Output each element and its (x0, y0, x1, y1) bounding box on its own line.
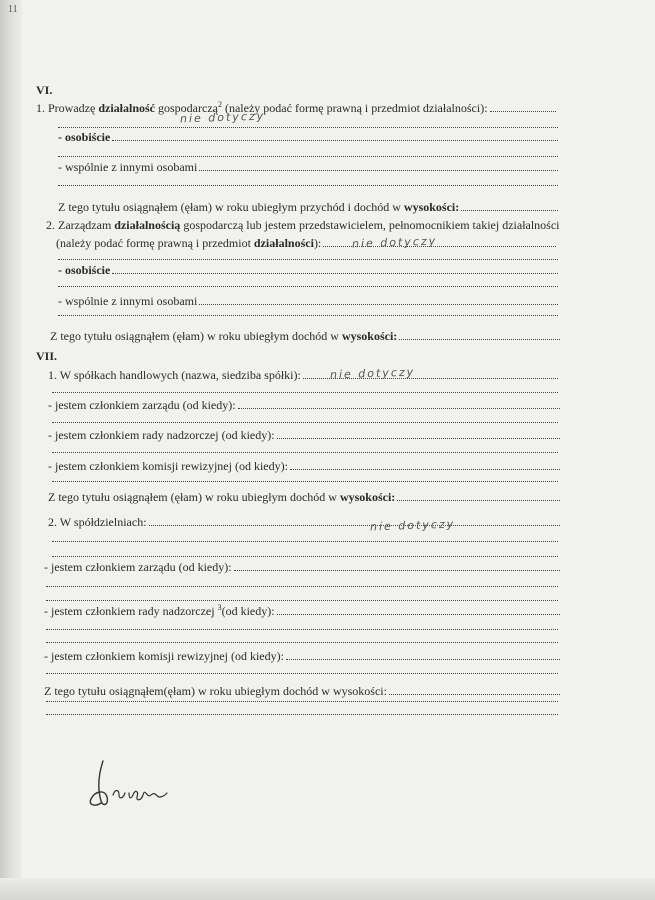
s7-item2-handwritten: nie dotyczy (369, 517, 456, 534)
s7-item1-answer-line (52, 391, 558, 393)
s7-item2-board: - jestem członkiem zarządu (od kiedy): (44, 558, 560, 576)
s6-item2-answer-line (58, 258, 558, 260)
s7-item2-income-line-2 (46, 713, 558, 715)
s7-item2-income-line-1 (46, 700, 558, 702)
s6-item1-joint-line (58, 184, 558, 186)
s6-item1-income: Z tego tytułu osiągnąłem (ęłam) w roku ubiegłym przychód i dochód w wysokości: (58, 198, 558, 216)
s6-item1-footnote: 2 (217, 100, 222, 109)
s6-item2-joint-line (58, 314, 558, 316)
s6-item2-personal-line (58, 285, 558, 287)
s7-item2-audit-line (46, 672, 558, 674)
s6-item1-prefix: 1. Prowadzę (36, 101, 99, 115)
s7-item2-supervisory-line-2 (46, 641, 558, 643)
s6-item1-title (36, 99, 556, 117)
section-7-heading: VII. (36, 349, 58, 363)
s7-item1-board-line (52, 421, 558, 423)
s7-item2-answer-line-2 (52, 555, 558, 557)
s7-item1-audit-line (52, 480, 558, 482)
s6-item2-line1: 2. Zarządzam działalnością gospodarczą lub jestem przedstawicielem, pełnomocnikiem takiej działalności (46, 218, 560, 232)
scan-edge-bottom (0, 878, 655, 900)
s7-item2-supervisory-line-1 (46, 628, 558, 630)
s7-item2-audit: - jestem członkiem komisji rewizyjnej (od kiedy): (44, 647, 560, 665)
s7-item1-audit: - jestem członkiem komisji rewizyjnej (od kiedy): (48, 457, 560, 475)
s6-item2-personal: - osobiście (58, 261, 558, 279)
s6-item1-bold: działalność (98, 101, 155, 115)
s7-item1-label: 1. W spółkach handlowych (nazwa, siedziba spółki): (48, 366, 558, 384)
s6-item1-rest: (należy podać formę prawną i przedmiot działalności): (221, 101, 488, 115)
s6-item2-line2: (należy podać formę prawną i przedmiot działalności): (56, 234, 556, 252)
dotted-fill (490, 99, 556, 112)
s6-item2-income: Z tego tytułu osiągnąłem (ęłam) w roku ubiegłym dochód w wysokości: (50, 327, 560, 345)
s7-item1-handwritten: nie dotyczy (329, 365, 416, 382)
s7-item2-income: Z tego tytułu osiągnąłem(ęłam) w roku ubiegłym dochód w wysokości: (44, 682, 560, 700)
s6-item1-personal: - osobiście (58, 128, 558, 146)
s7-item2-board-line-1 (46, 585, 558, 587)
s7-item2-supervisory: - jestem członkiem rady nadzorczej $^3$(od kiedy): (44, 602, 560, 620)
s7-item2-board-line-2 (46, 599, 558, 601)
scan-edge-left (0, 0, 22, 900)
signature-mark (85, 755, 175, 815)
s7-item1-income: Z tego tytułu osiągnąłem (ęłam) w roku ubiegłym dochód w wysokości: (48, 488, 560, 506)
s7-item2-label: 2. W spółdzielniach: (48, 513, 560, 531)
s7-item2-answer-line-1 (52, 540, 558, 542)
s6-item1-personal-line (58, 155, 558, 157)
s7-item1-supervisory: - jestem członkiem rady nadzorczej (od kiedy): (48, 426, 560, 444)
page-number: 11 (8, 4, 18, 15)
s6-item2-joint: - wspólnie z innymi osobami (58, 292, 558, 310)
s6-item1-joint: - wspólnie z innymi osobami (58, 158, 558, 176)
s6-item1-handwritten: nie dotyczy (179, 109, 266, 126)
s6-item1-mid: gospodarczą (155, 101, 218, 115)
s7-item1-board: - jestem członkiem zarządu (od kiedy): (48, 396, 560, 414)
section-6-heading: VI. (36, 83, 53, 97)
s7-item1-supervisory-line (52, 451, 558, 453)
s6-item2-handwritten: nie dotyczy (351, 234, 438, 251)
